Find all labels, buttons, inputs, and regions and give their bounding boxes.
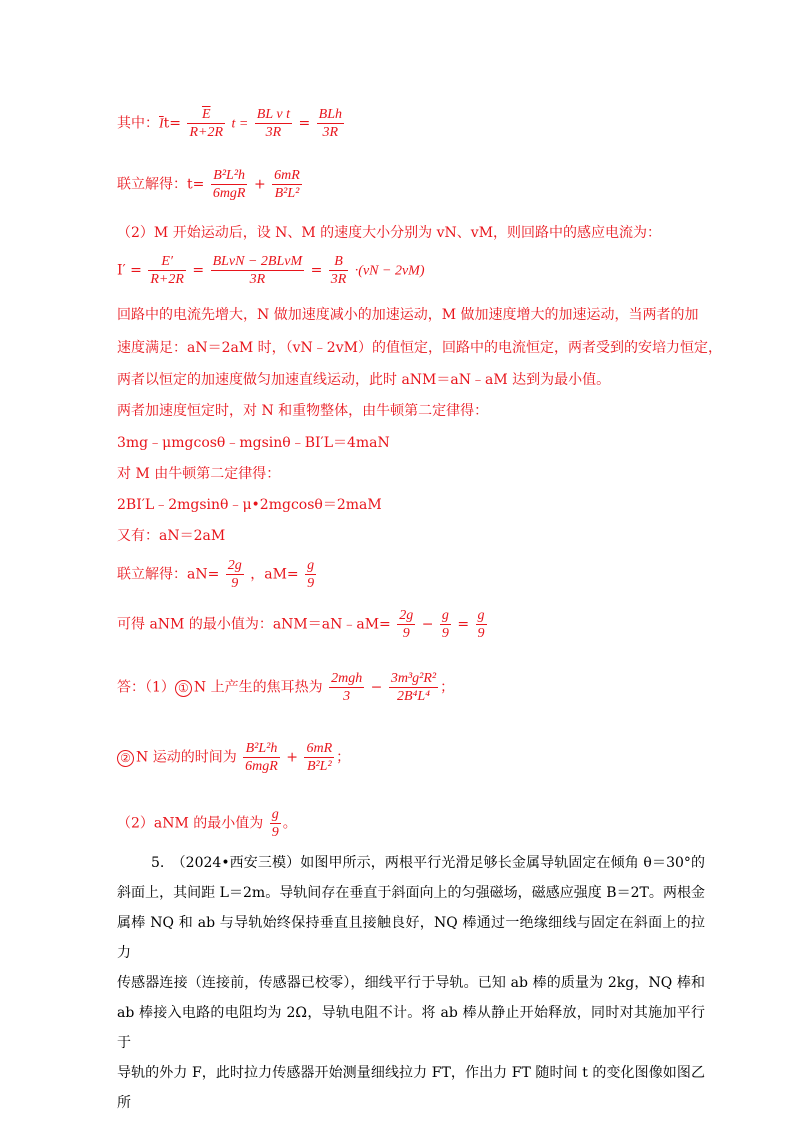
frac-num: B²L²h xyxy=(243,740,280,758)
label-lianli: 联立解得：t= xyxy=(117,176,205,193)
frac-g-9 xyxy=(305,557,316,592)
frac-num: 2g xyxy=(227,558,242,573)
frac-num: g xyxy=(271,807,279,822)
i-prime: I′ xyxy=(117,262,126,279)
frac-6mr xyxy=(272,167,302,202)
frac-den: 9 xyxy=(231,576,239,591)
label-qizhong: 其中： xyxy=(117,115,159,132)
frac-num: 2mgh xyxy=(331,671,363,686)
t-times: t = xyxy=(231,116,249,132)
plus: + xyxy=(253,176,266,193)
min-accel-line xyxy=(117,607,489,642)
frac-den: 9 xyxy=(441,626,449,641)
frac-den: R+2R xyxy=(189,125,224,140)
frac-num: 6mR xyxy=(274,168,300,183)
answer-1-heat xyxy=(117,670,454,705)
frac-den: 3 xyxy=(343,689,351,704)
period: 。 xyxy=(282,815,297,832)
frac-num: E′ xyxy=(148,253,186,271)
frac-num: BLvN − 2BLvM xyxy=(212,254,303,269)
frac-den: B²L² xyxy=(306,759,332,774)
solve-accel-line xyxy=(117,557,318,592)
answer-text: N 运动的时间为 xyxy=(136,749,237,766)
circled-one: ① xyxy=(175,680,192,697)
answer-1-time xyxy=(117,740,350,775)
problem-5-line: 传感器连接（连接前，传感器已校零），细线平行于导轨。已知 ab 棒的质量为 2kg，NQ 棒和 xyxy=(117,975,705,991)
frac-num: g xyxy=(441,608,449,623)
problem-5-line: ab 棒接入电路的电阻均为 2Ω，导轨电阻不计。将 ab 棒从静止开始释放，同时对其施加平行于 xyxy=(117,1005,705,1051)
eq-avg-current-line xyxy=(117,106,346,141)
equals: = xyxy=(298,115,311,132)
frac-2mgh-3 xyxy=(329,670,364,705)
eq-time-line xyxy=(117,167,304,202)
frac-num: 3m³g²R² xyxy=(390,671,437,686)
label: ，aM= xyxy=(250,566,299,583)
answer-text: N 上产生的焦耳热为 xyxy=(193,679,323,696)
frac-2g-9 xyxy=(397,607,415,642)
problem-5-line: 5. （2024•西安三模）如图甲所示，两根平行光滑足够长金属导轨固定在倾角 θ＝30°的 xyxy=(151,855,705,871)
answer-2-min-accel xyxy=(117,806,297,841)
frac-den: 6mgR xyxy=(212,186,246,201)
frac-3m3g2r2 xyxy=(389,670,438,705)
frac-num: B xyxy=(329,253,349,271)
velocity-term: ·(vN − 2vM) xyxy=(354,263,425,279)
plus: + xyxy=(286,749,299,766)
frac-blvt xyxy=(255,106,292,141)
newton-eq-m: 2BI′L﹣2mgsinθ﹣μ•2mgcosθ＝2maM xyxy=(117,497,382,513)
answer-text: （2）aNM 的最小值为 xyxy=(117,815,264,832)
label: 联立解得：aN= xyxy=(117,566,220,583)
frac-num: BL v t xyxy=(256,107,290,122)
frac-b2l2h xyxy=(211,167,248,202)
part2-intro: （2）M 开始运动后，设 N、M 的速度大小分别为 vN、vM，则回路中的感应电流为： xyxy=(117,225,662,241)
frac-g-9 xyxy=(270,806,281,841)
frac-num: B²L²h xyxy=(211,167,248,185)
problem-5-line: 导轨的外力 F，此时拉力传感器开始测量细线拉力 FT，作出力 FT 随时间 t 的变化图像如图乙所 xyxy=(117,1065,705,1111)
problem-5 xyxy=(117,848,705,1118)
frac-den: 3R xyxy=(330,272,347,287)
minus: − xyxy=(421,616,434,633)
newton-eq-n: 3mg﹣μmgcosθ﹣mgsinθ﹣BI′L＝4maN xyxy=(117,435,390,451)
answer-label: 答：（1） xyxy=(117,679,175,696)
frac-num: 6mR xyxy=(306,741,333,756)
frac-num: BLh xyxy=(318,107,342,122)
frac-g-9 xyxy=(476,607,487,642)
frac-num: 2g xyxy=(399,608,414,623)
frac-den: 2B⁴L⁴ xyxy=(396,689,431,704)
frac-blh xyxy=(317,106,344,141)
semicolon: ； xyxy=(336,749,351,766)
frac-e-over-3r xyxy=(187,106,225,141)
frac-den: 9 xyxy=(477,626,485,641)
problem-5-line: 属棒 NQ 和 ab 与导轨始终保持垂直且接触良好，NQ 棒通过一绝缘细线与固定在斜面上的拉力 xyxy=(117,915,705,961)
t-eq: t= xyxy=(163,115,182,132)
frac-num: g xyxy=(477,608,485,623)
frac-b-3r xyxy=(329,253,349,288)
explain-line-3: 两者以恒定的加速度做匀加速直线运动，此时 aNM＝aN﹣aM 达到为最小值。 xyxy=(117,372,611,388)
frac-num: g xyxy=(307,558,315,573)
frac-den: B²L² xyxy=(274,186,300,201)
frac-6mr xyxy=(304,740,334,775)
equals: = xyxy=(310,262,323,279)
frac-den: 3R xyxy=(249,272,266,287)
equals: = xyxy=(457,616,470,633)
circled-two: ② xyxy=(117,750,134,767)
frac-den: 9 xyxy=(271,825,279,840)
equals: = xyxy=(192,262,205,279)
relation-line: 又有：aN＝2aM xyxy=(117,528,226,544)
frac-den: 9 xyxy=(307,576,315,591)
frac-eprime xyxy=(148,253,186,288)
explain-line-1: 回路中的电流先增大，N 做加速度减小的加速运动，M 做加速度增大的加速运动，当两者的加 xyxy=(117,307,699,323)
frac-g-9 xyxy=(440,607,451,642)
problem-5-line: 斜面上，其间距 L＝2m。导轨间存在垂直于斜面向上的匀强磁场，磁感应强度 B＝2T。两根金 xyxy=(117,885,705,901)
frac-den: 3R xyxy=(322,125,339,140)
frac-den: R+2R xyxy=(150,272,184,287)
frac-blv-diff xyxy=(211,253,305,288)
frac-den: 9 xyxy=(402,626,410,641)
eq-current-prime xyxy=(117,253,424,288)
explain-line-4: 两者加速度恒定时，对 N 和重物整体，由牛顿第二定律得： xyxy=(117,403,489,419)
semicolon: ； xyxy=(440,679,455,696)
minus: − xyxy=(370,679,383,696)
explain-line-5: 对 M 由牛顿第二定律得： xyxy=(117,466,281,482)
i-bar-symbol: $\overline{I}$ xyxy=(159,116,164,132)
equals: = xyxy=(130,262,142,279)
frac-den: 3R xyxy=(265,125,282,140)
frac-num: $\overline{E}$ xyxy=(187,106,225,124)
frac-den: 6mgR xyxy=(245,759,278,774)
frac-2g-9 xyxy=(226,557,244,592)
frac-b2l2h xyxy=(243,740,280,775)
explain-line-2: 速度满足：aN＝2aM 时，（vN﹣2vM）的值恒定，回路中的电流恒定，两者受到的安培力恒定， xyxy=(117,340,722,356)
label: 可得 aNM 的最小值为：aNM＝aN﹣aM= xyxy=(117,616,391,633)
